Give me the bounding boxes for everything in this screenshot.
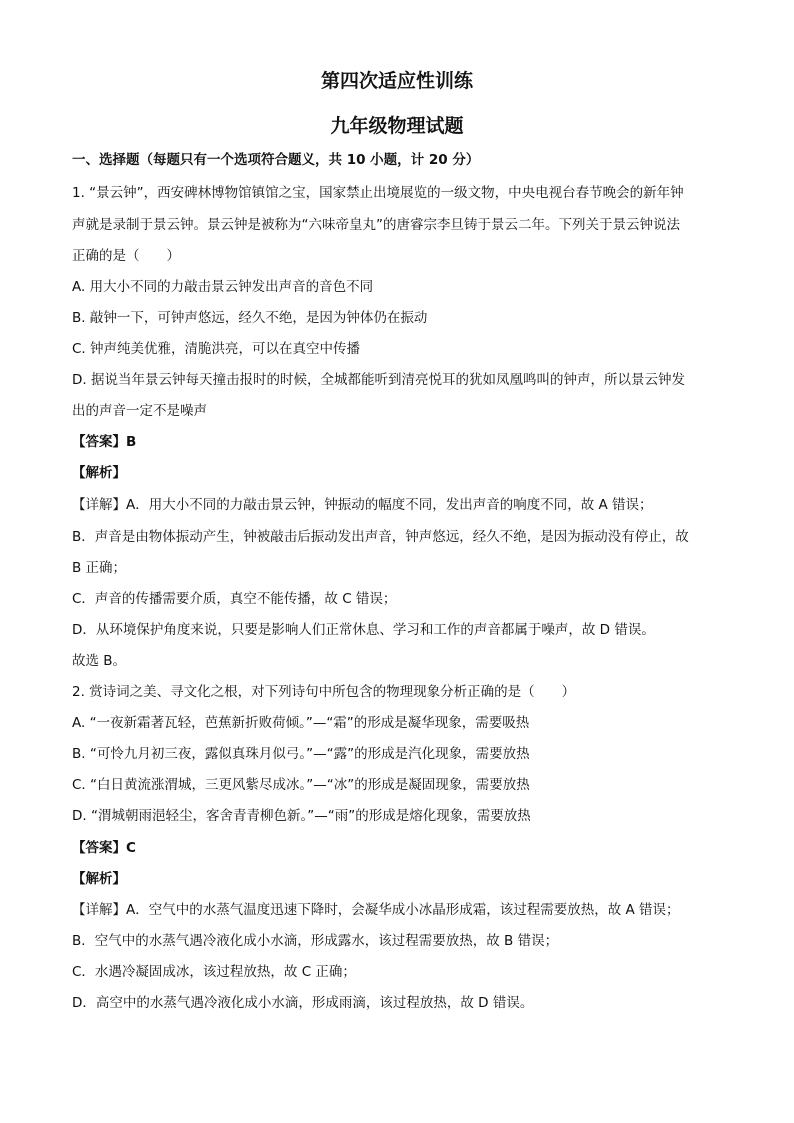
q2-option-c: C. “白日黄流涨渭城，三更风紫尽成冰。”—“冰”的形成是凝固现象，需要放热 [72, 777, 530, 793]
section-heading: 一、选择题（每题只有一个选项符合题义，共 10 小题，计 20 分） [72, 152, 480, 168]
q2-detail-line: D．高空中的水蒸气遇冷液化成小水滴，形成雨滴，该过程放热，故 D 错误。 [72, 995, 534, 1011]
q2-option-a: A. “一夜新霜著瓦轻，芭蕉新折败荷倾。”—“霜”的形成是凝华现象，需要吸热 [72, 715, 530, 731]
exam-title: 第四次适应性训练 [320, 70, 473, 92]
q1-option-a: A. 用大小不同的力敲击景云钟发出声音的音色不同 [72, 279, 374, 295]
q1-detail-line: B．声音是由物体振动产生，钟被敲击后振动发出声音，钟声悠远，经久不绝，是因为振动没有停止，故 [72, 529, 689, 545]
exam-subtitle: 九年级物理试题 [330, 115, 464, 137]
q1-option-c: C. 钟声纯美优雅，清脆洪亮，可以在真空中传播 [72, 341, 361, 357]
q1-analysis-label: 【解析】 [72, 465, 126, 481]
q1-detail-line: D．从环境保护角度来说，只要是影响人们正常休息、学习和工作的声音都属于噪声，故 D 错误。 [72, 622, 655, 638]
q1-option-d-cont: 出的声音一定不是噪声 [72, 403, 207, 419]
q2-detail-line: B．空气中的水蒸气遇冷液化成小水滴，形成露水，该过程需要放热，故 B 错误； [72, 933, 559, 949]
q2-analysis-label: 【解析】 [72, 871, 126, 887]
q2-answer: 【答案】C [72, 840, 136, 856]
q1-option-d: D. 据说当年景云钟每天撞击报时的时候，全城都能听到清亮悦耳的犹如凤凰鸣叫的钟声，所以景云钟发 [72, 372, 685, 388]
q1-detail-line: 【详解】A．用大小不同的力敲击景云钟，钟振动的幅度不同，发出声音的响度不同，故 A 错误； [72, 497, 653, 513]
q1-conclusion: 故选 B。 [72, 653, 127, 669]
q1-stem-line: 声就是录制于景云钟。景云钟是被称为“六味帝皇丸”的唐睿宗李旦铸于景云二年。下列关于景云钟说法 [72, 217, 680, 233]
q1-option-b: B. 敲钟一下，可钟声悠远，经久不绝，是因为钟体仍在振动 [72, 310, 428, 326]
q1-detail-line: C．声音的传播需要介质，真空不能传播，故 C 错误； [72, 591, 397, 607]
q2-detail-line: C．水遇冷凝固成冰，该过程放热，故 C 正确； [72, 964, 356, 980]
q2-detail-line: 【详解】A．空气中的水蒸气温度迅速下降时，会凝华成小冰晶形成霜，该过程需要放热，故 A 错误； [72, 902, 680, 918]
q2-stem: 2. 赏诗词之美、寻文化之根，对下列诗句中所包含的物理现象分析正确的是（ ） [72, 684, 576, 700]
q1-stem-line: 1. “景云钟”，西安碑林博物馆镇馆之宝，国家禁止出境展览的一级文物，中央电视台春节晚会的新年钟 [72, 185, 684, 201]
q1-detail-line: B 正确； [72, 560, 127, 576]
q2-option-b: B. “可怜九月初三夜，露似真珠月似弓。”—“露”的形成是汽化现象，需要放热 [72, 746, 530, 762]
q1-stem-line: 正确的是（ ） [72, 248, 180, 264]
q2-option-d: D. “渭城朝雨浥轻尘，客舍青青柳色新。”—“雨”的形成是熔化现象，需要放热 [72, 808, 531, 824]
q1-answer: 【答案】B [72, 434, 137, 450]
